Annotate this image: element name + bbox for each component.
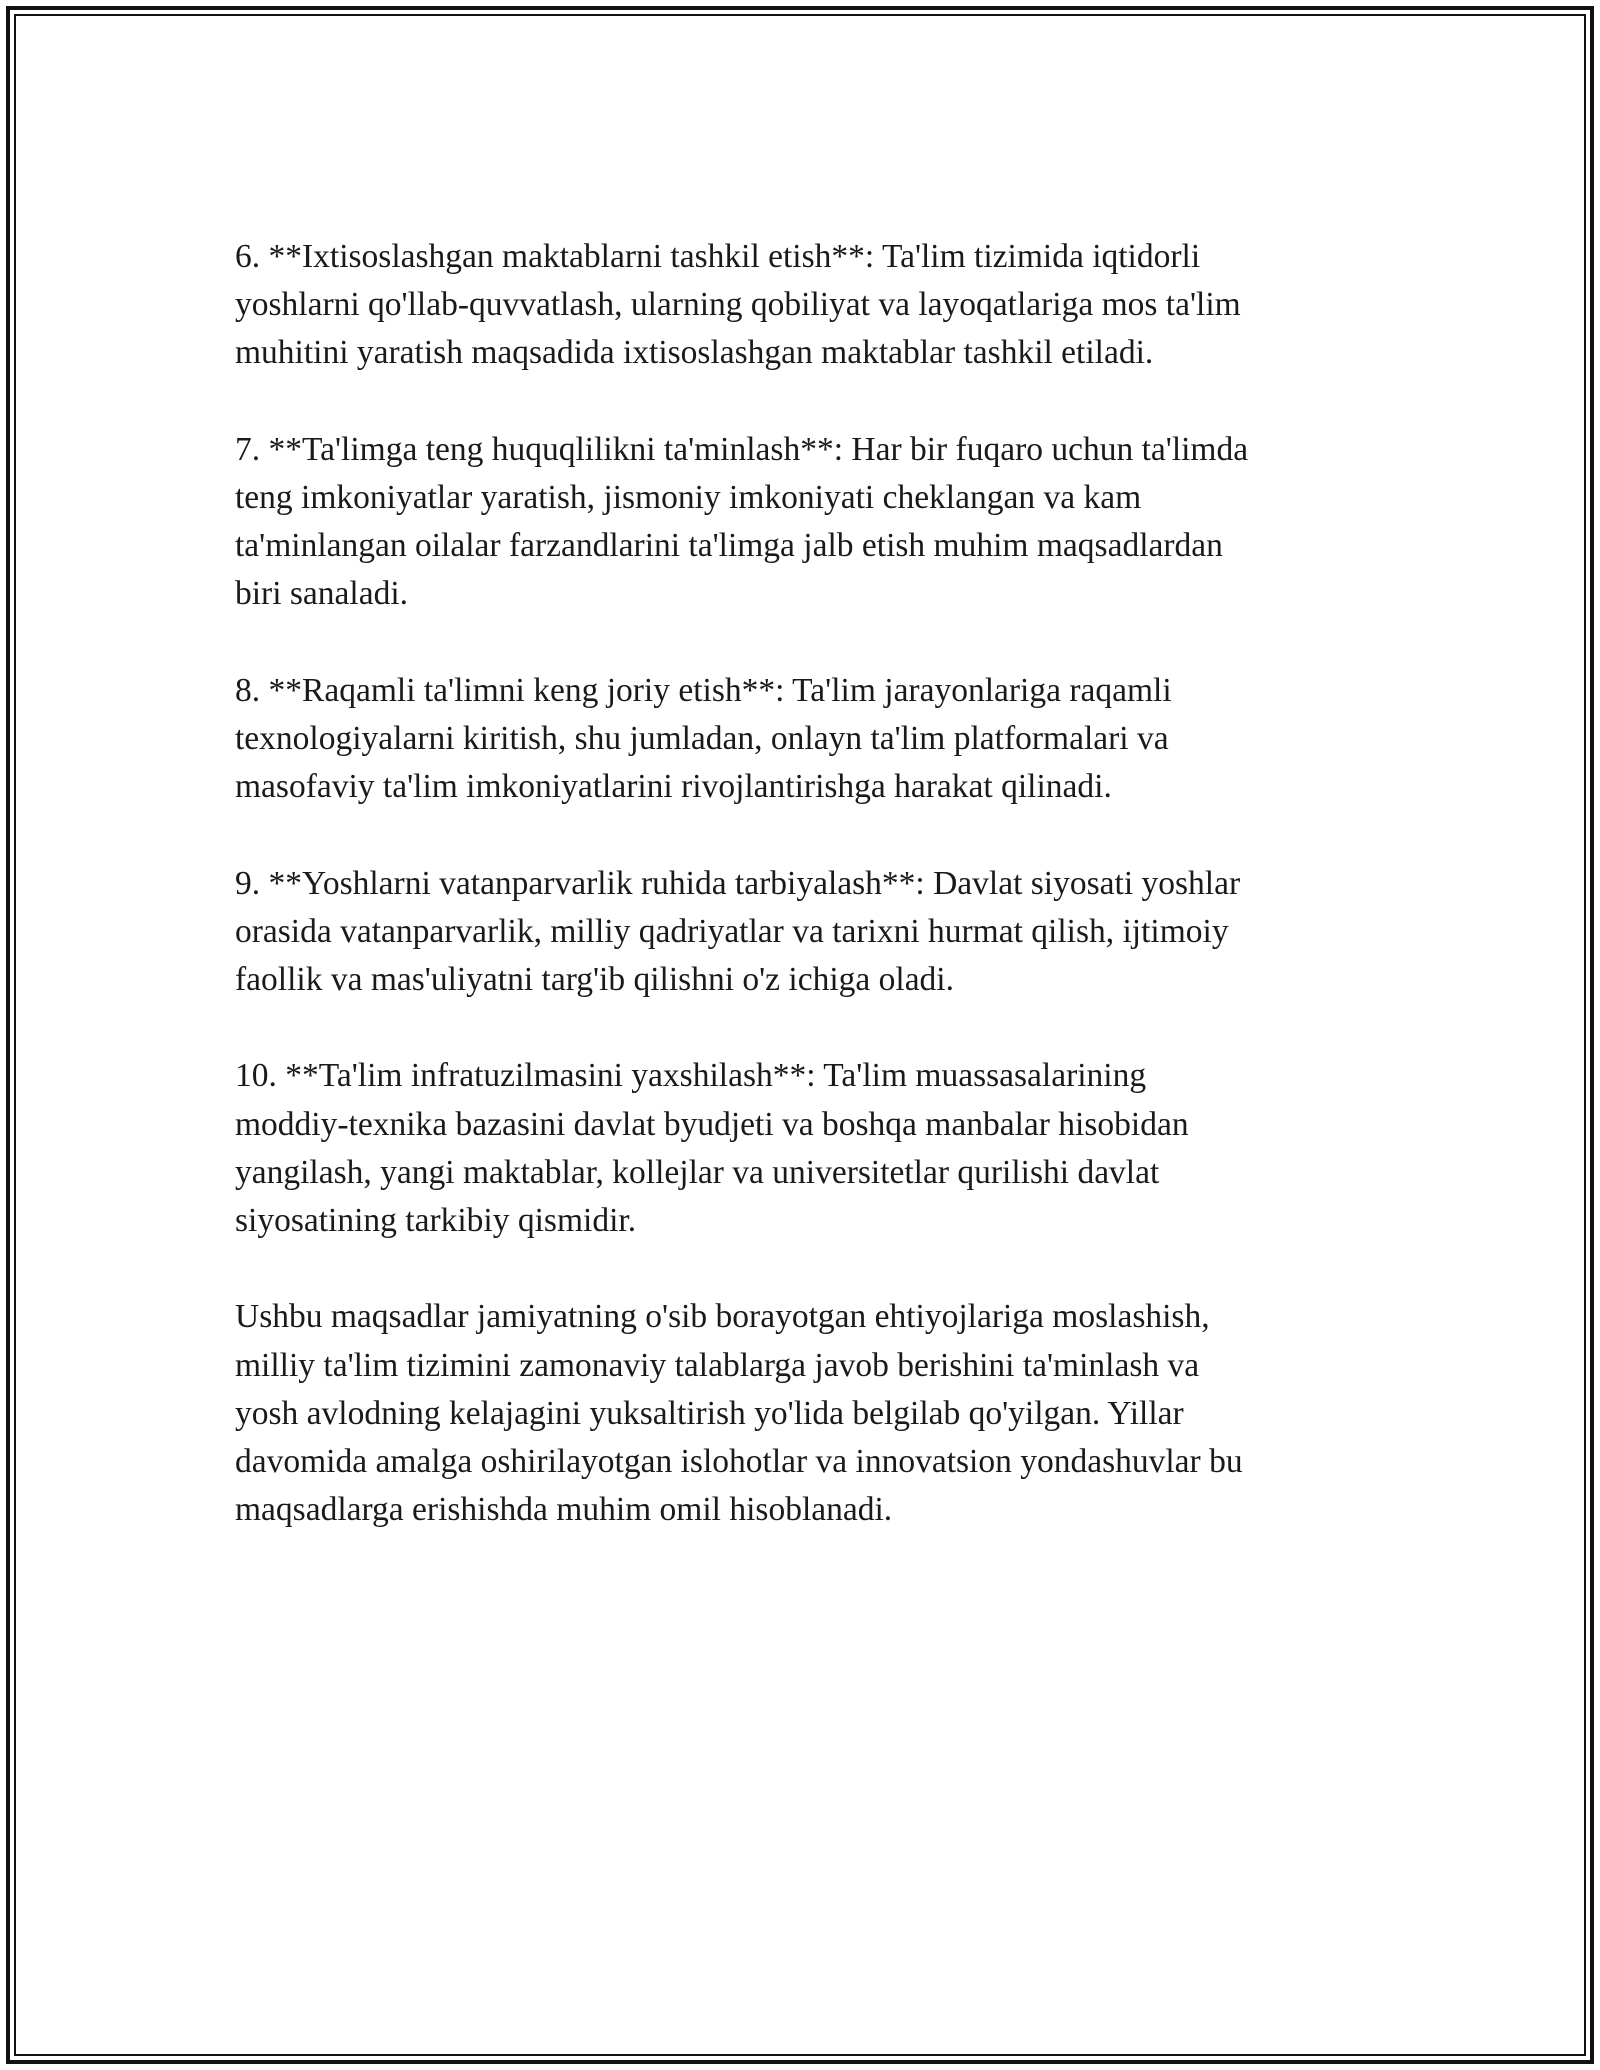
text-line: ta'minlangan oilalar farzandlarini ta'limga jalb etish muhim maqsadlardan: [235, 527, 1223, 565]
text-line: maqsadlarga erishishda muhim omil hisoblanadi.: [235, 1491, 893, 1529]
text-line: muhitini yaratish maqsadida ixtisoslashgan maktablar tashkil etiladi.: [235, 334, 1154, 372]
paragraph-item-7: [235, 426, 1365, 619]
text-line: masofaviy ta'lim imkoniyatlarini rivojlantirishga harakat qilinadi.: [235, 768, 1112, 806]
text-line: Ushbu maqsadlar jamiyatning o'sib borayotgan ehtiyojlariga moslashish,: [235, 1298, 1210, 1336]
text-line: 7. **Ta'limga teng huquqlilikni ta'minlash**: Har bir fuqaro uchun ta'limda: [235, 430, 1249, 468]
text-line: texnologiyalarni kiritish, shu jumladan, onlayn ta'lim platformalari va: [235, 720, 1169, 757]
paragraph-item-9: [235, 860, 1365, 1005]
paragraph-conclusion: [235, 1293, 1365, 1534]
paragraph-item-8: [235, 667, 1365, 812]
text-line: moddiy-texnika bazasini davlat byudjeti va boshqa manbalar hisobidan: [235, 1105, 1189, 1143]
text-line: davomida amalga oshirilayotgan islohotlar va innovatsion yondashuvlar bu: [235, 1443, 1243, 1480]
text-line: 8. **Raqamli ta'limni keng joriy etish**: Ta'lim jarayonlariga raqamli: [235, 671, 1172, 709]
text-line: 10. **Ta'lim infratuzilmasini yaxshilash**: Ta'lim muassasalarining: [235, 1057, 1147, 1095]
text-line: siyosatining tarkibiy qismidir.: [235, 1202, 637, 1239]
text-line: milliy ta'lim tizimini zamonaviy talablarga javob berishini ta'minlash va: [235, 1346, 1200, 1384]
text-line: 6. **Ixtisoslashgan maktablarni tashkil etish**: Ta'lim tizimida iqtidorli: [235, 238, 1201, 275]
text-line: 9. **Yoshlarni vatanparvarlik ruhida tarbiyalash**: Davlat siyosati yoshlar: [235, 864, 1241, 902]
text-line: faollik va mas'uliyatni targ'ib qilishni o'z ichiga oladi.: [235, 961, 954, 998]
text-line: teng imkoniyatlar yaratish, jismoniy imkoniyati cheklangan va kam: [235, 479, 1142, 516]
text-line: yoshlarni qo'llab-quvvatlash, ularning qobiliyat va layoqatlariga mos ta'lim: [235, 286, 1241, 324]
text-line: yangilash, yangi maktablar, kollejlar va universitetlar qurilishi davlat: [235, 1153, 1160, 1191]
text-line: orasida vatanparvarlik, milliy qadriyatlar va tarixni hurmat qilish, ijtimoiy: [235, 912, 1229, 950]
text-line: biri sanaladi.: [235, 575, 409, 613]
document-body: [235, 233, 1365, 1583]
text-line: yosh avlodning kelajagini yuksaltirish yo'lida belgilab qo'yilgan. Yillar: [235, 1394, 1184, 1432]
paragraph-item-10: [235, 1052, 1365, 1245]
paragraph-item-6: [235, 233, 1365, 378]
